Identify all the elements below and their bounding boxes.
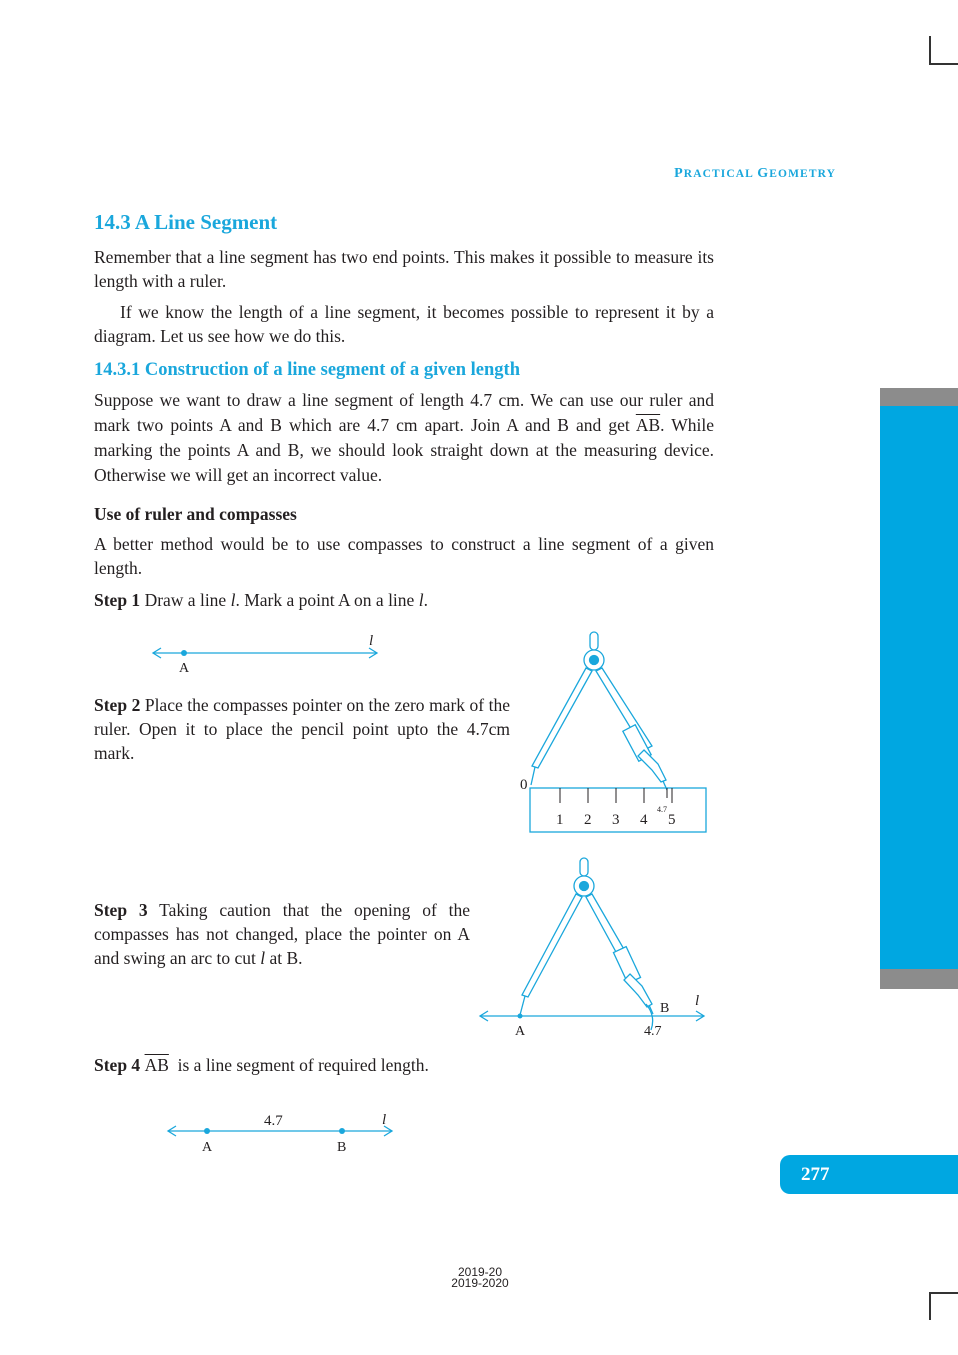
step-4-text: Step 4 $\overline{AB}$ is a line segment of required length. xyxy=(94,1055,429,1075)
running-header: PRACTICAL GEOMETRY xyxy=(674,166,836,181)
step-1-text: Step 1 Draw a line l. Mark a point A on a line l. xyxy=(94,590,428,610)
crop-mark-bottom-right-vertical xyxy=(929,1292,931,1320)
point-b-label: B xyxy=(337,1140,347,1155)
step-3-text: Step 3 Taking caution that the opening of the compasses has not changed, place the pointer on A and swing an arc to cut l at B. xyxy=(94,900,471,968)
step-2-text: Step 2 Place the compasses pointer on the zero mark of the ruler. Open it to place the pencil point upto the 4.7cm mark. xyxy=(94,695,510,763)
measure-label: 4.7 xyxy=(644,1024,662,1039)
chapter-tab-top-edge xyxy=(880,388,958,406)
point-b-label: B xyxy=(660,1001,670,1016)
section-heading: 14.3 A Line Segment xyxy=(94,210,278,234)
section-para-1: Remember that a line segment has two end points. This makes it possible to measure its length with a ruler. xyxy=(94,247,714,291)
figure-step-4-segment xyxy=(158,1105,403,1160)
figure-step-3-arc xyxy=(470,852,715,1042)
point-a-dot xyxy=(181,650,187,656)
point-a-dot xyxy=(204,1128,210,1134)
line-l-label: l xyxy=(369,633,374,649)
point-a-label: A xyxy=(202,1140,213,1155)
crop-mark-bottom-right-horizontal xyxy=(929,1292,958,1294)
point-a-dot xyxy=(518,1014,523,1019)
chapter-tab xyxy=(880,406,958,969)
ruler-mark-4-7: 4.7 xyxy=(657,805,667,814)
ruler-tick-5: 5 xyxy=(668,812,676,828)
point-a-label: A xyxy=(515,1024,526,1039)
ruler-tick-4: 4 xyxy=(640,812,648,828)
section-para-2: If we know the length of a line segment, it becomes possible to represent it by a diagram. Let us see how we do this. xyxy=(94,302,714,346)
crop-mark-top-right-horizontal xyxy=(929,63,958,65)
segment-ab-notation: $\overline{AB}$ xyxy=(635,415,661,435)
ruler-tick-3: 3 xyxy=(612,812,620,828)
crop-mark-top-right-vertical xyxy=(929,36,931,65)
ruler-tick-1: 1 xyxy=(556,812,564,828)
footer-year-full: 2019-2020 xyxy=(451,1276,509,1290)
chapter-tab-bottom-edge xyxy=(880,969,958,989)
page-number: 277 xyxy=(780,1155,958,1194)
figure-step-2-compasses-ruler xyxy=(512,628,712,838)
subsection-heading: 14.3.1 Construction of a line segment of a given length xyxy=(94,360,520,380)
ruler-zero-label: 0 xyxy=(520,777,528,793)
segment-ab-notation: $\overline{AB}$ xyxy=(144,1055,169,1075)
footer-year: 2019-20 xyxy=(457,1265,503,1279)
point-b-dot xyxy=(339,1128,345,1134)
figure-step-1-line xyxy=(145,628,390,678)
ruler-compasses-heading: Use of ruler and compasses xyxy=(94,504,297,524)
ruler-compasses-para: A better method would be to use compasses to construct a line segment of a given length. xyxy=(94,534,714,578)
line-l-label: l xyxy=(695,993,700,1009)
measure-label: 4.7 xyxy=(264,1113,283,1129)
line-l-label: l xyxy=(382,1112,387,1128)
subsection-para-1: Suppose we want to draw a line segment of length 4.7 cm. We can use our ruler and mark two points A and B which are 4.7 cm apart. Join A and B and get $\overline{AB}$. While marking the points A and B, we should look straight down at the measuring device. Otherwise we will get an incorrect value. xyxy=(94,390,714,485)
ruler-tick-2: 2 xyxy=(584,812,592,828)
point-a-label: A xyxy=(179,661,190,676)
